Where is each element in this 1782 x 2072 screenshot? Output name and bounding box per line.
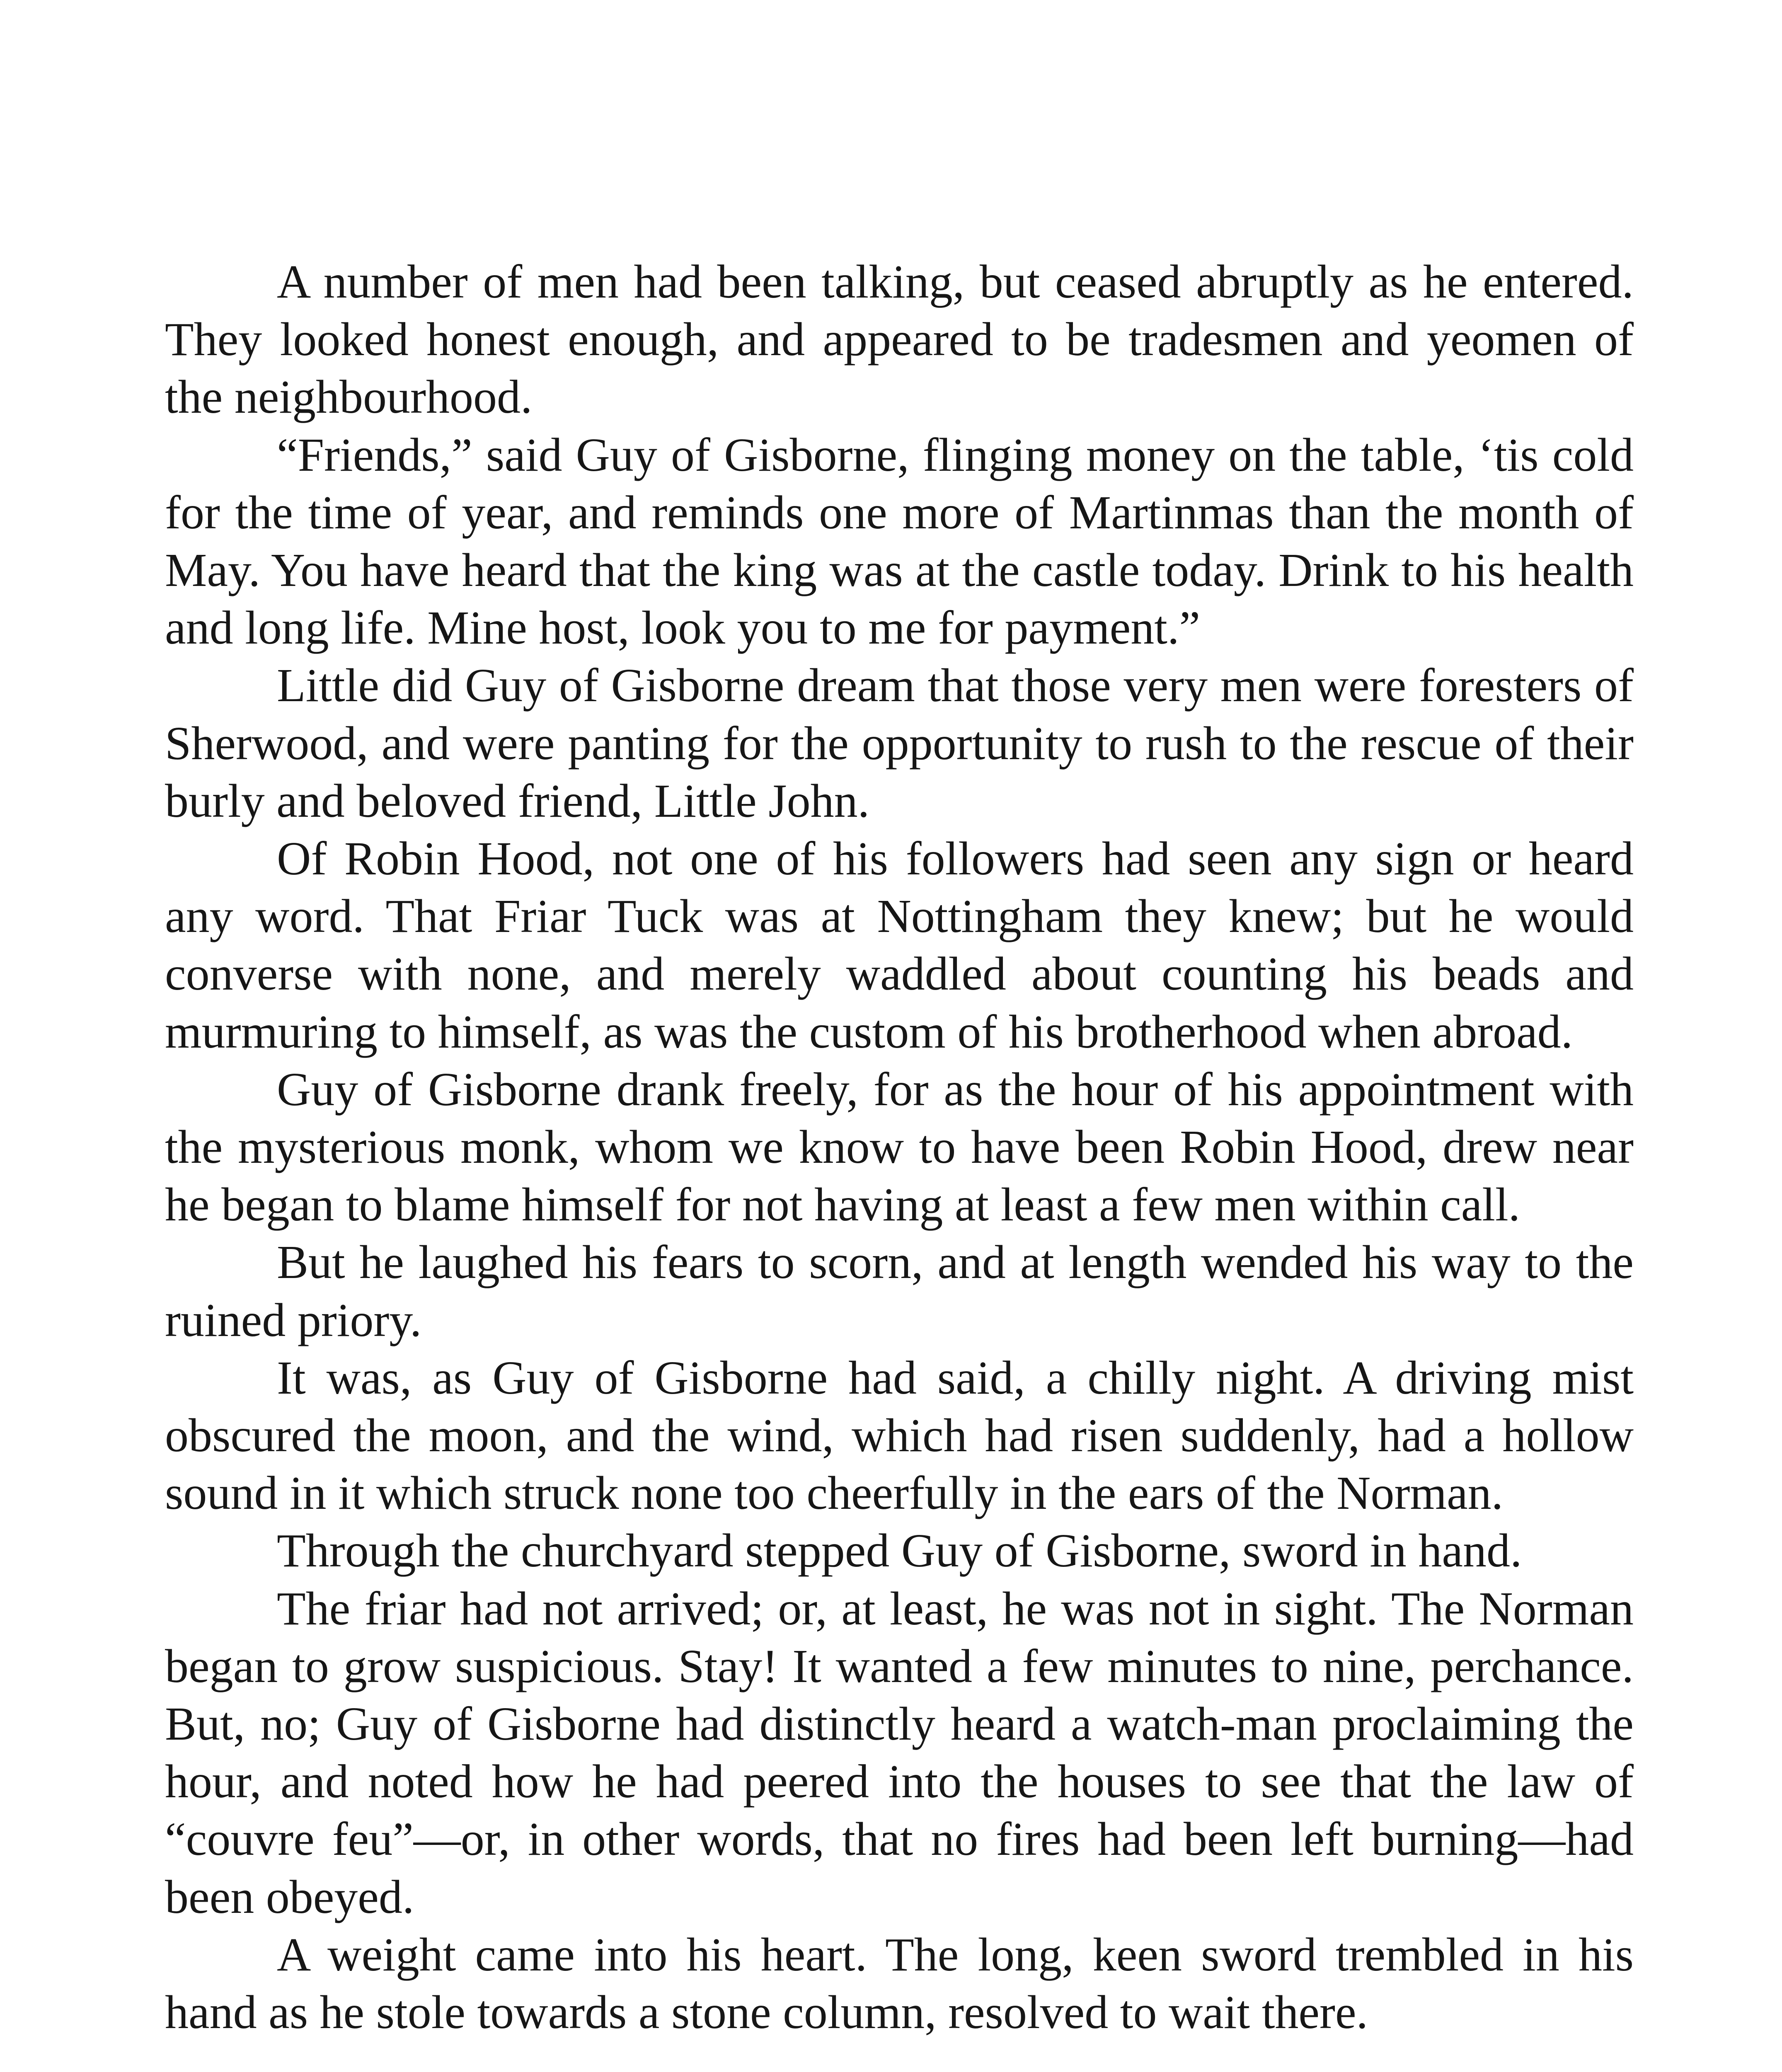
paragraph: A weight came into his heart. The long, keen sword trembled in his hand as he stole towards a stone column, resolved to wait there. (165, 1928, 1634, 2039)
paragraph: The friar had not arrived; or, at least, he was not in sight. The Norman began to grow suspicious. Stay! It wanted a few minutes to nine, perchance. But, no; Guy of Gisborne had distinctly heard a watch-man proclaiming the hour, and noted how he had peered into the houses to see that the law of “couvre feu”—or, in other words, that no fires had been left burning—had been obeyed. (165, 1582, 1634, 1923)
paragraph: Of Robin Hood, not one of his followers had seen any sign or heard any word. That Friar Tuck was at Nottingham they knew; but he would converse with none, and merely waddled about counting his beads and murmuring to himself, as was the custom of his brotherhood when abroad. (165, 832, 1634, 1058)
page-body-text (165, 253, 1634, 2041)
paragraph: Guy of Gisborne drank freely, for as the hour of his appointment with the mysterious monk, whom we know to have been Robin Hood, drew near he began to blame himself for not having at least a few men within call. (165, 1063, 1634, 1231)
paragraph: A number of men had been talking, but ceased abruptly as he entered. They looked honest enough, and appeared to be tradesmen and yeomen of the neighbourhood. (165, 255, 1634, 424)
paragraph: Through the churchyard stepped Guy of Gisborne, sword in hand. (277, 1524, 1522, 1577)
paragraph: But he laughed his fears to scorn, and at length wended his way to the ruined priory. (165, 1236, 1634, 1346)
paragraph: “Friends,” said Guy of Gisborne, flinging money on the table, ‘tis cold for the time of year, and reminds one more of Martinmas than the month of May. You have heard that the king was at the castle today. Drink to his health and long life. Mine host, look you to me for payment.” (165, 428, 1634, 654)
paragraph: Little did Guy of Gisborne dream that those very men were foresters of Sherwood, and were panting for the opportunity to rush to the rescue of their burly and beloved friend, Little John. (165, 659, 1634, 827)
paragraph: It was, as Guy of Gisborne had said, a chilly night. A driving mist obscured the moon, and the wind, which had risen suddenly, had a hollow sound in it which struck none too cheerfully in the ears of the Norman. (165, 1351, 1634, 1520)
